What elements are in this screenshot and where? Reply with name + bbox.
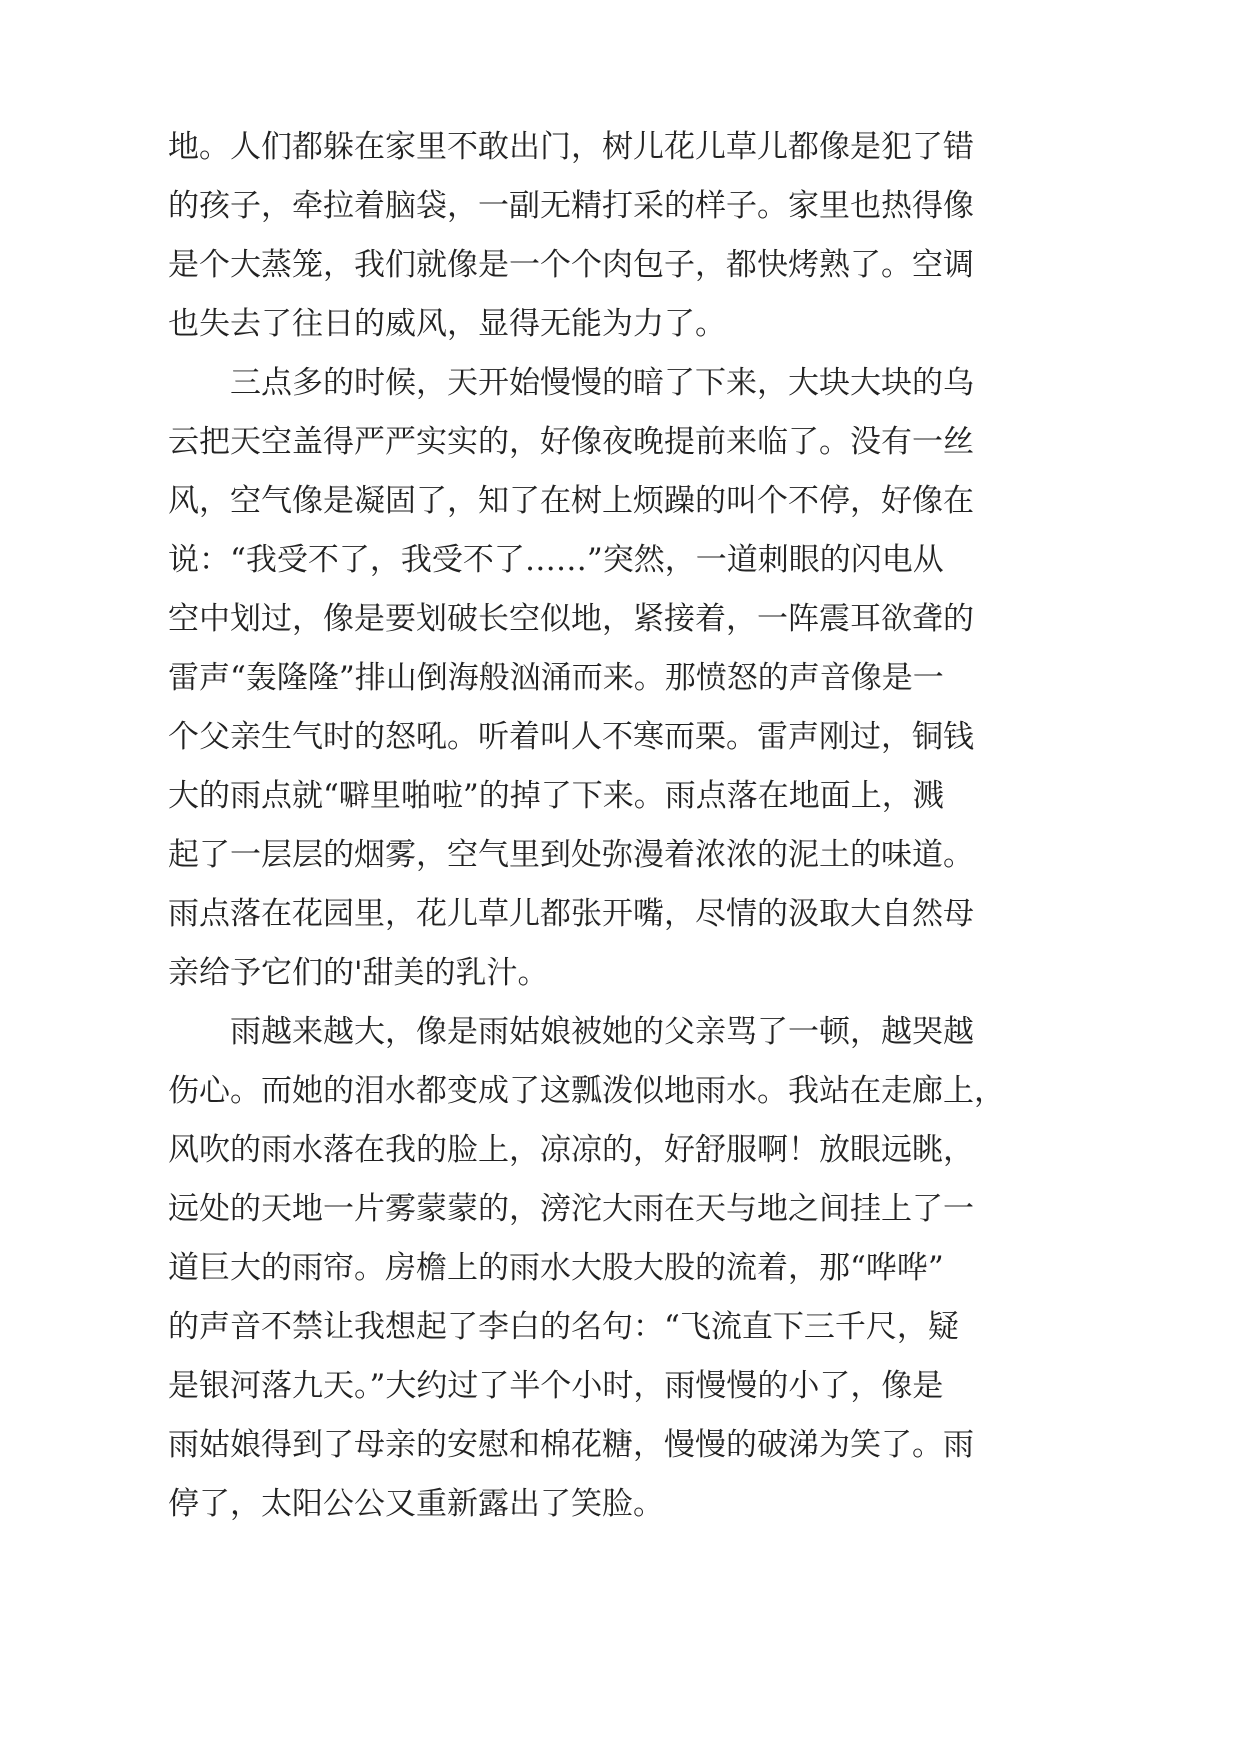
text-line: 是个大蒸笼，我们就像是一个个肉包子，都快烤熟了。空调 <box>168 247 974 283</box>
paragraph-2 <box>168 354 974 1003</box>
text-line: 也失去了往日的威风，显得无能为力了。 <box>168 306 726 342</box>
text-line: 的孩子，牵拉着脑袋，一副无精打采的样子。家里也热得像 <box>168 188 974 224</box>
text-line: 空中划过，像是要划破长空似地，紧接着，一阵震耳欲聋的 <box>168 601 974 637</box>
text-line: 起了一层层的烟雾，空气里到处弥漫着浓浓的泥土的味道。 <box>168 837 974 873</box>
text-line: 地。人们都躲在家里不敢出门，树儿花儿草儿都像是犯了错 <box>168 129 974 165</box>
text-line: 云把天空盖得严严实实的，好像夜晚提前来临了。没有一丝 <box>168 424 974 460</box>
text-line: 大的雨点就“噼里啪啦”的掉了下来。雨点落在地面上，溅 <box>168 778 944 814</box>
text-line: 雨越来越大，像是雨姑娘被她的父亲骂了一顿，越哭越 <box>230 1014 974 1050</box>
text-line: 个父亲生气时的怒吼。听着叫人不寒而栗。雷声刚过，铜钱 <box>168 719 974 755</box>
text-line: 远处的天地一片雾蒙蒙的，滂沱大雨在天与地之间挂上了一 <box>168 1191 974 1227</box>
document-page <box>168 118 1005 1534</box>
text-line: 说：“我受不了，我受不了……”突然，一道刺眼的闪电从 <box>168 542 944 578</box>
text-line: 风，空气像是凝固了，知了在树上烦躁的叫个不停，好像在 <box>168 483 974 519</box>
paragraph-1 <box>168 118 974 354</box>
text-line: 停了，太阳公公又重新露出了笑脸。 <box>168 1486 664 1522</box>
text-line: 的声音不禁让我想起了李白的名句：“飞流直下三千尺，疑 <box>168 1309 959 1345</box>
text-line: 风吹的雨水落在我的脸上，凉凉的，好舒服啊！放眼远眺， <box>168 1132 974 1168</box>
text-line: 雨姑娘得到了母亲的安慰和棉花糖，慢慢的破涕为笑了。雨 <box>168 1427 974 1463</box>
text-line: 亲给予它们的'甜美的乳汁。 <box>168 955 549 991</box>
text-line: 伤心。而她的泪水都变成了这瓢泼似地雨水。我站在走廊上， <box>168 1073 1005 1109</box>
text-line: 三点多的时候，天开始慢慢的暗了下来，大块大块的乌 <box>230 365 974 401</box>
text-line: 雷声“轰隆隆”排山倒海般汹涌而来。那愤怒的声音像是一 <box>168 660 944 696</box>
paragraph-3 <box>168 1003 1005 1534</box>
text-line: 雨点落在花园里，花儿草儿都张开嘴，尽情的汲取大自然母 <box>168 896 974 932</box>
text-line: 是银河落九天。”大约过了半个小时，雨慢慢的小了，像是 <box>168 1368 944 1404</box>
text-line: 道巨大的雨帘。房檐上的雨水大股大股的流着，那“哗哗” <box>168 1250 944 1286</box>
